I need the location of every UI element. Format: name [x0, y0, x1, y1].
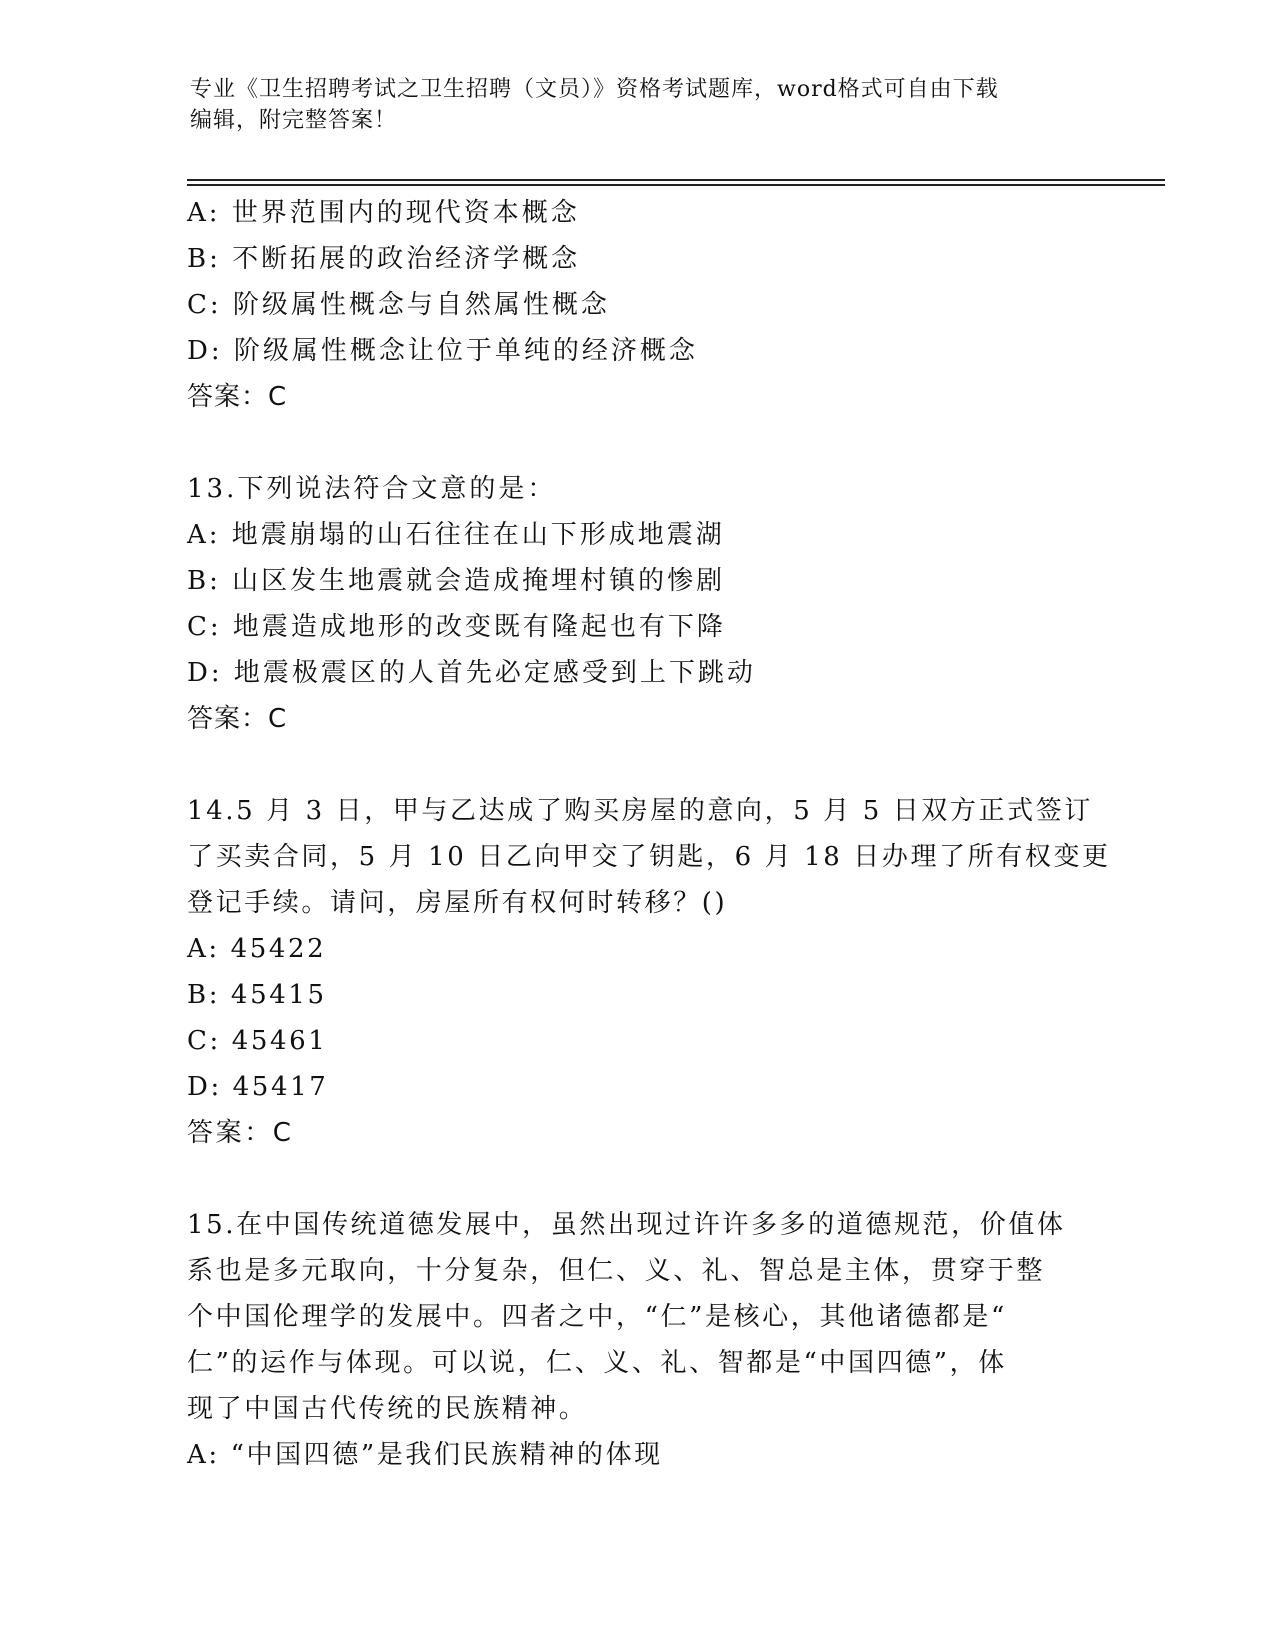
- question-13: [187, 466, 1087, 742]
- header-divider-bottom: [187, 184, 1165, 186]
- question-stem-line: 登记手续。请问，房屋所有权何时转移？(): [187, 888, 728, 918]
- option-a: A: 45422: [187, 934, 327, 964]
- spacer: [187, 742, 1087, 788]
- question-stem-line: 了买卖合同，5 月 10 日乙向甲交了钥匙，6 月 18 日办理了所有权变更: [187, 842, 1111, 872]
- question-stem-line: 14.5 月 3 日，甲与乙达成了购买房屋的意向，5 月 5 日双方正式签订: [187, 796, 1093, 826]
- option-c: C: 地震造成地形的改变既有隆起也有下降: [187, 612, 726, 642]
- answer: 答案：C: [187, 704, 288, 734]
- question-stem-line: 个中国伦理学的发展中。四者之中，“仁”是核心，其他诸德都是“: [187, 1302, 1007, 1332]
- option-a: A: 地震崩塌的山石往往在山下形成地震湖: [187, 520, 725, 550]
- header-title-line-1: 专业《卫生招聘考试之卫生招聘（文员）》资格考试题库，word格式可自由下载: [190, 77, 999, 102]
- spacer: [187, 1156, 1087, 1202]
- question-stem-line: 仁”的运作与体现。可以说，仁、义、礼、智都是“中国四德”，体: [187, 1348, 1007, 1378]
- question-list: [187, 190, 1111, 1478]
- option-d: D: 阶级属性概念让位于单纯的经济概念: [187, 336, 698, 366]
- question-stem-line: 15.在中国传统道德发展中，虽然出现过许许多多的道德规范，价值体: [187, 1210, 1066, 1240]
- option-d: D: 45417: [187, 1072, 329, 1102]
- spacer: [187, 420, 1087, 466]
- option-b: B: 不断拓展的政治经济学概念: [187, 244, 581, 274]
- question-12: [187, 190, 1087, 420]
- document-header: [190, 74, 1070, 136]
- question-15: [187, 1202, 1087, 1478]
- option-c: C: 45461: [187, 1026, 328, 1056]
- option-a: A: 世界范围内的现代资本概念: [187, 198, 580, 228]
- option-d: D: 地震极震区的人首先必定感受到上下跳动: [187, 658, 756, 688]
- option-c: C: 阶级属性概念与自然属性概念: [187, 290, 610, 320]
- header-divider-top: [187, 179, 1165, 181]
- answer: 答案：C: [187, 1118, 294, 1148]
- option-b: B: 45415: [187, 980, 327, 1010]
- question-stem-line: 系也是多元取向，十分复杂，但仁、义、礼、智总是主体，贯穿于整: [187, 1256, 1046, 1286]
- option-a: A: “中国四德”是我们民族精神的体现: [187, 1440, 663, 1470]
- question-14: [187, 788, 1111, 1156]
- answer: 答案：C: [187, 382, 288, 412]
- option-b: B: 山区发生地震就会造成掩埋村镇的惨剧: [187, 566, 726, 596]
- question-stem: 13.下列说法符合文意的是：: [187, 474, 557, 504]
- header-title-line-2: 编辑，附完整答案！: [190, 108, 398, 133]
- question-stem-line: 现了中国古代传统的民族精神。: [187, 1394, 588, 1424]
